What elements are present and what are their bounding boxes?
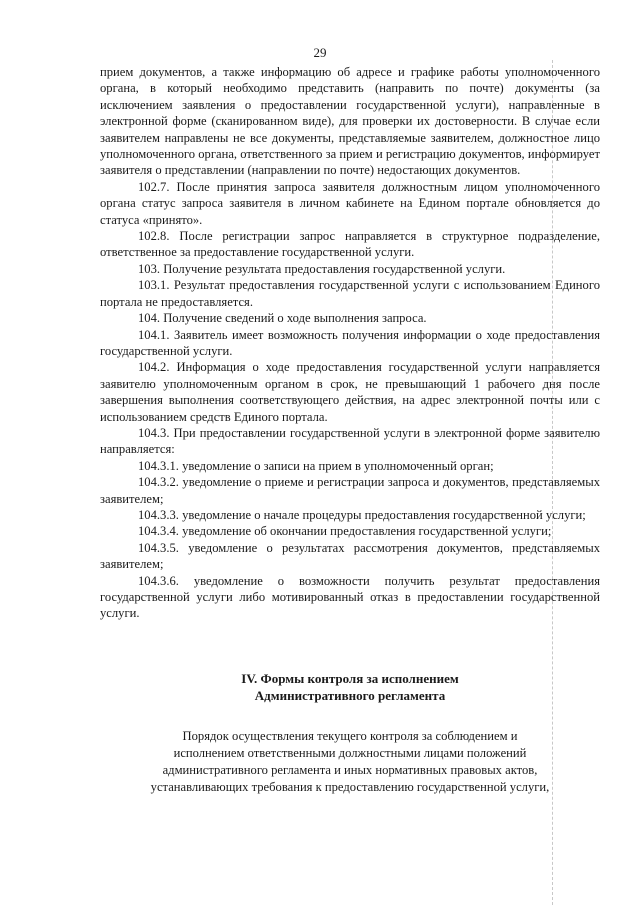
section-heading <box>100 670 600 704</box>
subsection-heading-line: устанавливающих требования к предоставлению государственной услуги, <box>150 779 550 794</box>
paragraph: 104.3.6. уведомление о возможности получить результат предоставления государственной услуги либо мотивированный отказ в предоставлении государственной услуги. <box>100 573 600 621</box>
paragraph: 104.3. При предоставлении государственной услуги в электронной форме заявителю направляется: <box>100 425 600 457</box>
subsection-heading-line: исполнением ответственными должностными лицами положений <box>173 745 527 760</box>
paragraph: 103. Получение результата предоставления государственной услуги. <box>138 261 506 276</box>
paragraph: 102.8. После регистрации запрос направляется в структурное подразделение, ответственное за предоставление государственной услуги. <box>100 229 600 260</box>
paragraph: 103.1. Результат предоставления государственной услуги с использованием Единого портала не предоставляется. <box>100 278 600 309</box>
subsection-heading-line: Порядок осуществления текущего контроля за соблюдением и <box>182 728 518 743</box>
paragraph: 104.1. Заявитель имеет возможность получения информации о ходе предоставления государственной услуги. <box>100 327 600 358</box>
section-heading-line: IV. Формы контроля за исполнением <box>241 670 459 686</box>
paragraph: 104.3.5. уведомление о результатах рассмотрения документов, представляемых заявителем; <box>100 540 600 572</box>
subsection-heading-line: административного регламента и иных нормативных правовых актов, <box>162 762 538 777</box>
subsection-heading <box>100 728 600 796</box>
document-body <box>100 64 600 796</box>
paragraph-list <box>100 64 600 622</box>
paragraph: 104.3.3. уведомление о начале процедуры предоставления государственной услуги; <box>138 507 586 522</box>
paragraph: 102.7. После принятия запроса заявителя должностным лицом уполномоченного органа статус запроса заявителя в личном кабинете на Едином портале обновляется до статуса «принято». <box>100 179 600 227</box>
paragraph: прием документов, а также информацию об адресе и графике работы уполномоченного органа, в который необходимо представить (направить по почте) документы (за исключением заявления о предоставлении государственной услуги), направленные в электронной форме (сканированном виде), для проверки их достоверности. В случае если заявителем направлены не все документы, представляемые заявителем, должностное лицо уполномоченного органа, ответственного за прием и регистрацию документов, информирует заявителя о представлении (направлении по почте) недостающих документов. <box>100 65 600 178</box>
section-heading-line: Административного регламента <box>254 687 446 703</box>
page-number: 29 <box>313 45 327 60</box>
paragraph: 104. Получение сведений о ходе выполнения запроса. <box>138 311 427 326</box>
paragraph: 104.3.2. уведомление о приеме и регистрации запроса и документов, представляемых заявителем; <box>100 475 600 506</box>
paragraph: 104.3.4. уведомление об окончании предоставления государственной услуги; <box>138 524 552 539</box>
paragraph: 104.2. Информация о ходе предоставления государственной услуги направляется заявителю уполномоченным органом в срок, не превышающий 1 рабочего дня после завершения выполнения соответствующего действия, на адрес электронной почты или с использованием средств Единого портала. <box>100 360 600 424</box>
paragraph: 104.3.1. уведомление о записи на прием в уполномоченный орган; <box>138 458 494 473</box>
